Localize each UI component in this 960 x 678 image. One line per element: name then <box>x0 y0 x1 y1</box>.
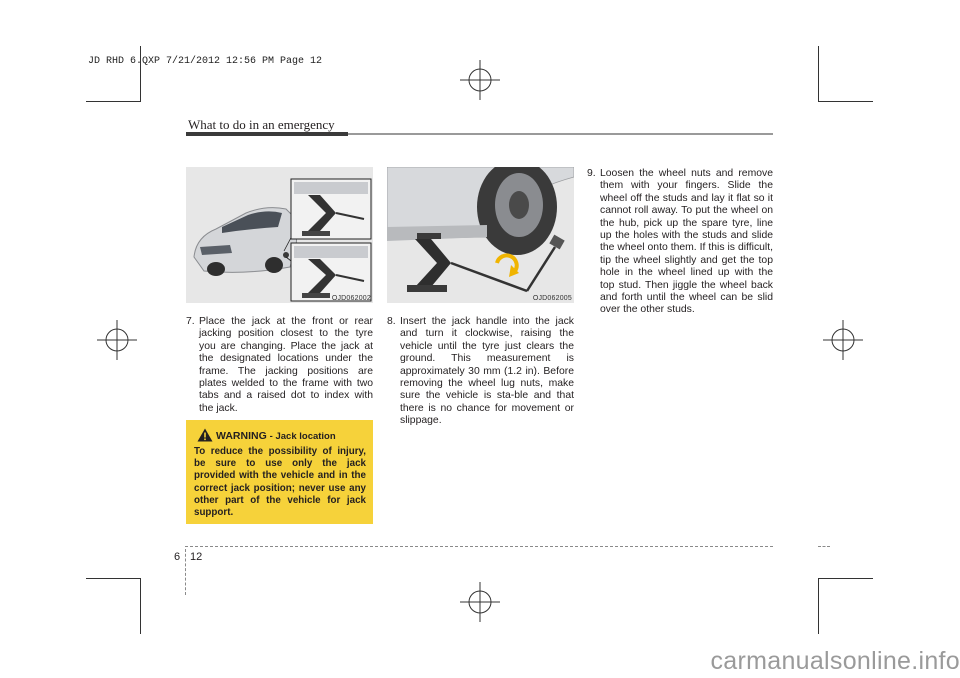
crop-mark <box>818 578 819 634</box>
step-text: Insert the jack handle into the jack and turn it clockwise, raising the vehicle until the tyre just clears the ground. This measurement is approximately 30 mm (1.2 in). Before removing the wheel lug nuts, make sure the vehicle is sta-ble and that there is no chance for movement or slippage. <box>400 316 574 427</box>
jack-handle-illustration <box>387 167 574 303</box>
step-text: Place the jack at the front or rear jacking position closest to the tyre you are changing. Place the jack at the designated locations under the frame. The jacking positions are plates welded to the frame with two tabs and a raised dot to index with the jack. <box>199 316 373 414</box>
step-number: 9. <box>587 168 596 179</box>
watermark: carmanualsonline.info <box>710 647 960 675</box>
step-number: 7. <box>186 316 195 327</box>
crop-mark <box>86 101 140 102</box>
step-9 <box>587 168 773 317</box>
figure-code: OJD062005 <box>532 295 572 302</box>
step-7 <box>186 316 373 415</box>
registration-mark-right <box>823 320 863 360</box>
crop-mark <box>819 578 873 579</box>
print-slug: JD RHD 6.QXP 7/21/2012 12:56 PM Page 12 <box>88 56 323 67</box>
warning-triangle-icon <box>197 428 213 442</box>
figure-code: OJD062002 <box>331 295 371 302</box>
warning-text: To reduce the possibility of injury, be sure to use only the jack provided with the vehicle and in the correct jack position; never use any other part of the vehicle for jack support. <box>194 446 366 519</box>
crop-mark <box>86 578 140 579</box>
header-rule-dark <box>186 132 348 136</box>
warning-box <box>186 420 373 524</box>
section-title: What to do in an emergency <box>188 117 335 132</box>
figure-jack-handle <box>387 167 574 303</box>
page-number: 12 <box>190 551 203 563</box>
page-number-separator <box>185 549 186 595</box>
warning-heading <box>216 430 336 442</box>
crop-mark <box>819 101 873 102</box>
registration-mark-left <box>97 320 137 360</box>
step-8 <box>387 316 574 428</box>
step-text: Loosen the wheel nuts and remove them with your fingers. Slide the wheel off the studs and lay it flat so it cannot roll away. To put the wheel on the hub, pick up the spare tyre, line up the holes with the studs and slide the wheel onto them. If this is difficult, tip the wheel slightly and get the top hole in the wheel lined up with the top stud. Then jiggle the wheel back and forth until the wheel can be slid over the other studs. <box>600 168 773 316</box>
step-number: 8. <box>387 316 396 327</box>
car-jack-illustration <box>186 167 373 303</box>
registration-mark-bottom <box>460 582 500 622</box>
section-number: 6 <box>174 551 181 563</box>
crop-mark <box>140 578 141 634</box>
crop-mark <box>818 46 819 102</box>
warning-title: WARNING <box>216 430 267 442</box>
crop-mark <box>140 46 141 102</box>
footer-rule-end <box>818 546 830 547</box>
warning-subtitle: - Jack location <box>269 431 336 442</box>
header-rule-light <box>348 133 773 135</box>
figure-jack-points <box>186 167 373 303</box>
registration-mark-top <box>460 60 500 100</box>
footer-rule <box>185 546 773 547</box>
